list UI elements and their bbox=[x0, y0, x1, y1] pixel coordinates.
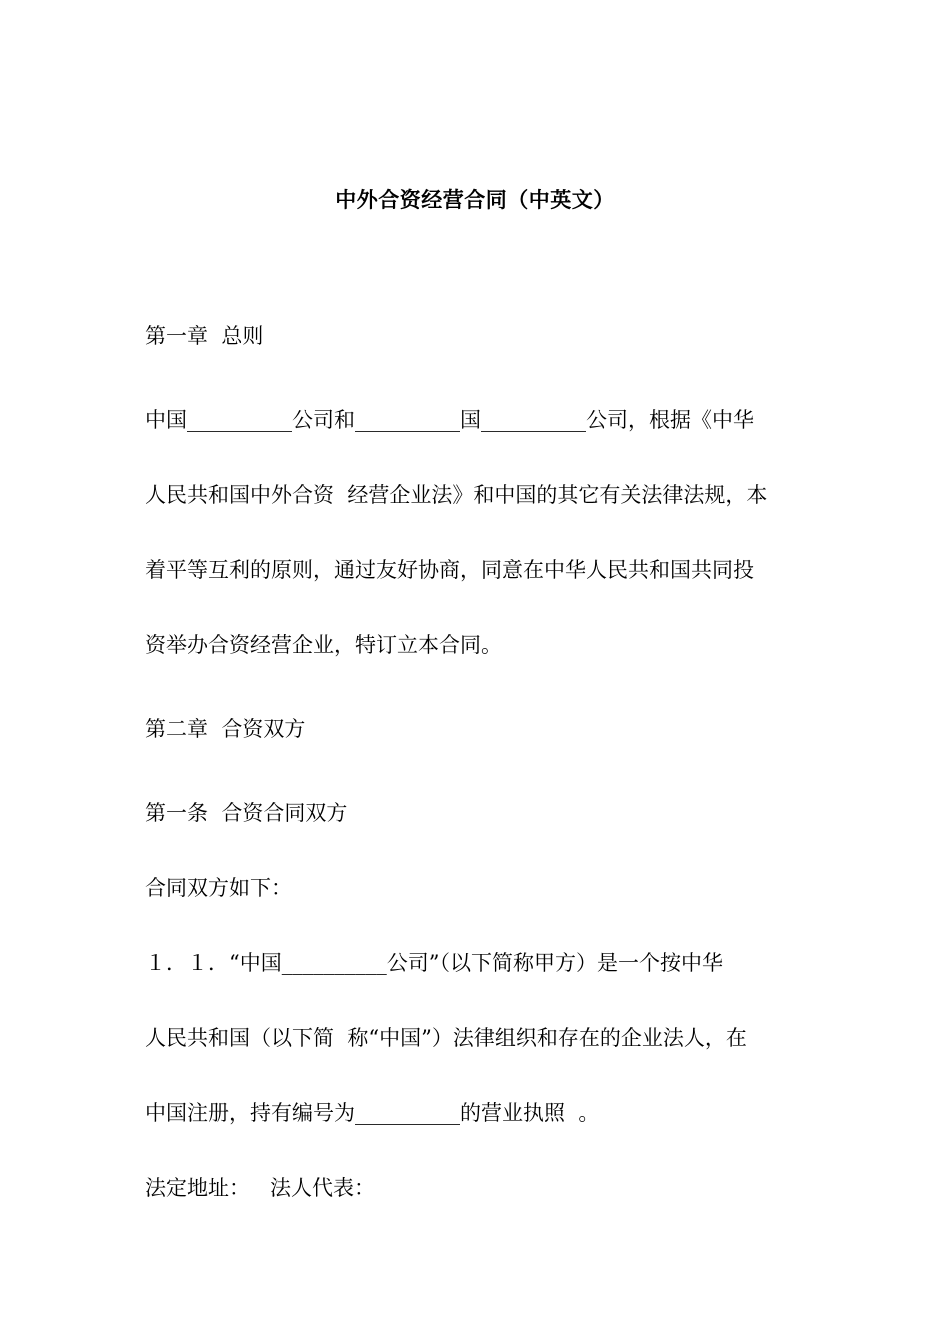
clause-1-1-line-2: 人民共和国（以下简 称“中国”）法律组织和存在的企业法人，在 bbox=[145, 1026, 747, 1050]
chapter-1-heading: 第一章 总则 bbox=[145, 324, 264, 348]
parties-intro: 合同双方如下： bbox=[145, 876, 292, 900]
clause-1-1-line-3: 中国注册，持有编号为__________的营业执照 。 bbox=[145, 1101, 600, 1125]
chapter-2-heading: 第二章 合资双方 bbox=[145, 717, 306, 741]
article-1-heading: 第一条 合资合同双方 bbox=[145, 801, 348, 825]
address-line: 法定地址： 法人代表： bbox=[145, 1176, 376, 1200]
intro-line-1: 中国__________公司和__________国__________公司，根据《中华 bbox=[145, 408, 754, 432]
intro-line-4: 资举办合资经营企业，特订立本合同。 bbox=[145, 633, 502, 657]
intro-line-2: 人民共和国中外合资 经营企业法》和中国的其它有关法律法规，本 bbox=[145, 483, 768, 507]
intro-line-3: 着平等互利的原则，通过友好协商，同意在中华人民共和国共同投 bbox=[145, 558, 754, 582]
clause-1-1-line-1: １．１．“中国__________公司”（以下简称甲方）是一个按中华 bbox=[145, 951, 723, 975]
document-title: 中外合资经营合同（中英文） bbox=[335, 187, 615, 212]
